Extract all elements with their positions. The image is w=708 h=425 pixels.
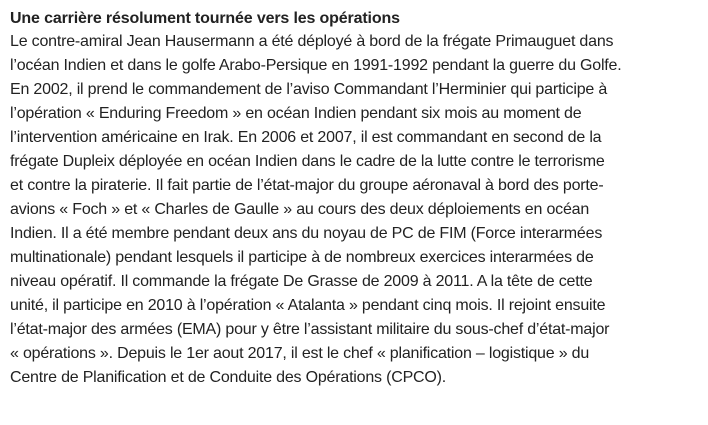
- body-line: frégate Dupleix déployée en océan Indien dans le cadre de la lutte contre le terrorisme: [10, 153, 605, 170]
- body-line: l’océan Indien et dans le golfe Arabo-Persique en 1991-1992 pendant la guerre du Golfe.: [10, 57, 622, 74]
- body-line: l’état-major des armées (EMA) pour y être l’assistant militaire du sous-chef d’état-major: [10, 321, 610, 338]
- body-line: multinationale) pendant lesquels il participe à de nombreux exercices interarmées de: [10, 249, 594, 266]
- body-line: Le contre-amiral Jean Hausermann a été déployé à bord de la frégate Primauguet dans: [10, 33, 614, 50]
- body-line: « opérations ». Depuis le 1er aout 2017, il est le chef « planification – logistique » du: [10, 345, 590, 362]
- body-line: Indien. Il a été membre pendant deux ans du noyau de PC de FIM (Force interarmées: [10, 225, 603, 242]
- article-heading: Une carrière résolument tournée vers les opérations: [10, 10, 400, 27]
- article-body: [10, 30, 704, 390]
- body-line: avions « Foch » et « Charles de Gaulle » au cours des deux déploiements en océan: [10, 201, 590, 218]
- article: [10, 8, 704, 390]
- body-line: l’opération « Enduring Freedom » en océan Indien pendant six mois au moment de: [10, 105, 582, 122]
- body-line: et contre la piraterie. Il fait partie de l’état-major du groupe aéronaval à bord des porte-: [10, 177, 604, 194]
- body-line: unité, il participe en 2010 à l’opération « Atalanta » pendant cinq mois. Il rejoint ensuite: [10, 297, 606, 314]
- body-line: niveau opératif. Il commande la frégate De Grasse de 2009 à 2011. A la tête de cette: [10, 273, 593, 290]
- body-line: l’intervention américaine en Irak. En 2006 et 2007, il est commandant en second de la: [10, 129, 602, 146]
- body-line: Centre de Planification et de Conduite des Opérations (CPCO).: [10, 369, 447, 386]
- body-line: En 2002, il prend le commandement de l’aviso Commandant l’Herminier qui participe à: [10, 81, 608, 98]
